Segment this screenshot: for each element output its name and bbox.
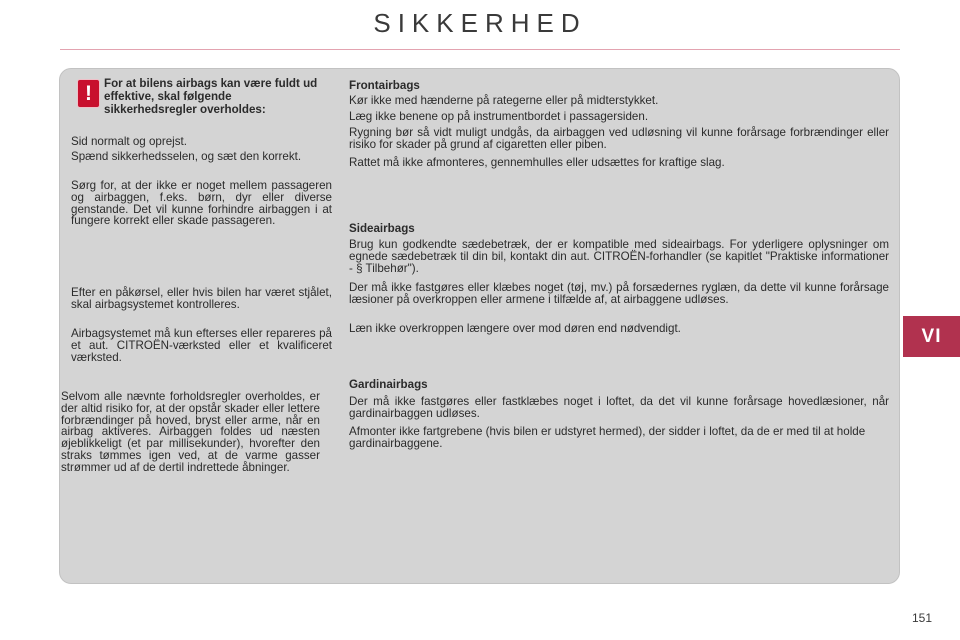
sideairbags-item: Brug kun godkendte sædebetræk, der er kompatible med sideairbags. For yderligere oplysninger om egnede sædebetræk til din bil, kontakt din aut. CITROËN-forhandler (se kapitlet "Praktiske informationer - § Tilbehør").	[349, 238, 889, 275]
gardinairbags-item: Afmonter ikke fartgrebene (hvis bilen er udstyret hermed), der sidder i loftet, da de er med til at holde gardinairbaggene.	[349, 425, 866, 450]
warning-item: Sørg for, at der ikke er noget mellem passageren og airbaggen, f.eks. børn, dyr eller diverse genstande. Det vil kunne forhindre airbaggen i at fungere korrekt eller skade passageren.	[71, 179, 332, 228]
frontairbags-item: Kør ikke med hænderne på rategerne eller på midterstykket.	[349, 94, 659, 107]
sideairbags-item: Der må ikke fastgøres eller klæbes noget (tøj, mv.) på forsædernes ryglæn, da dette vil kunne forårsage læsioner på overkroppen eller armene i tilfælde af, at airbaggene udløses.	[349, 281, 889, 306]
sideairbags-item: Læn ikke overkroppen længere over mod døren end nødvendigt.	[349, 322, 681, 335]
warning-item: Sid normalt og oprejst.	[71, 135, 187, 148]
frontairbags-item: Rattet må ikke afmonteres, gennemhulles eller udsættes for kraftige slag.	[349, 156, 725, 169]
warning-item: Efter en påkørsel, eller hvis bilen har været stjålet, skal airbagsystemet kontrolleres.	[71, 286, 332, 311]
airbag-injury-note: Selvom alle nævnte forholdsregler overholdes, er der altid risiko for, at der opstår skader eller lettere forbrændinger på hoved, bryst eller arme, når en airbag aktiveres. Airbaggen foldes ud næsten øjeblikkeligt (et par millisekunder), hvorefter den straks tømmes igen ved, at de varme gasser strømmer ud af de dertil indrettede åbninger.	[61, 390, 320, 474]
header-divider	[60, 49, 900, 50]
page-number: 151	[912, 611, 933, 625]
frontairbags-heading: Frontairbags	[349, 79, 420, 92]
frontairbags-item: Rygning bør så vidt muligt undgås, da airbaggen ved udløsning vil kunne forårsage forbrændinger eller risiko for skader på grund af cigaretten eller piben.	[349, 126, 889, 151]
frontairbags-item: Læg ikke benene op på instrumentbordet i passagersiden.	[349, 110, 649, 123]
chapter-tab[interactable]: VI	[903, 316, 960, 357]
warning-icon: !	[77, 79, 100, 108]
sideairbags-heading: Sideairbags	[349, 222, 415, 235]
gardinairbags-heading: Gardinairbags	[349, 378, 428, 391]
warning-heading: For at bilens airbags kan være fuldt ud effektive, skal følgende sikkerhedsregler overholdes:	[104, 77, 318, 116]
page-title: SIKKERHED	[373, 8, 587, 38]
warning-item: Airbagsystemet må kun efterses eller repareres på et aut. CITROËN-værksted eller et kvalificeret værksted.	[71, 327, 332, 364]
warning-item: Spænd sikkerhedsselen, og sæt den korrekt.	[71, 150, 302, 163]
gardinairbags-item: Der må ikke fastgøres eller fastklæbes noget i loftet, da det vil kunne forårsage hovedlæsioner, når gardinairbaggen udløses.	[349, 395, 889, 420]
